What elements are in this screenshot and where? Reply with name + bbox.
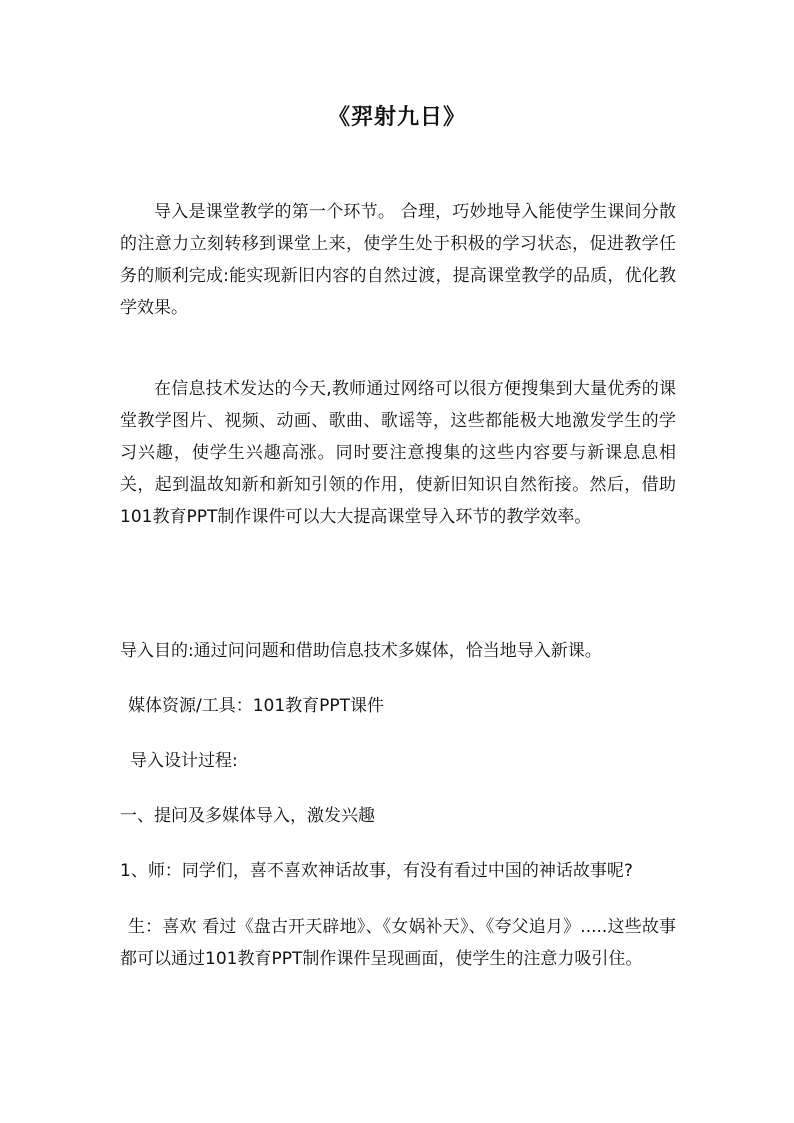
media-line: 媒体资源/工具：101教育PPT课件 xyxy=(128,696,385,716)
document-title: 《羿射九日》 xyxy=(327,105,466,130)
paragraph-intro: 导入是课堂教学的第一个环节。 合理，巧妙地导入能使学生课间分散的注意力立刻转移到课堂上来，使学生处于积极的学习状态，促进教学任务的顺利完成:能实现新旧内容的自然过渡，提高课堂教学的品质，优化教学效果。 xyxy=(120,202,676,318)
student-answer-block xyxy=(120,911,676,975)
purpose-line: 导入目的:通过问问题和借助信息技术多媒体，恰当地导入新课。 xyxy=(120,641,602,661)
section-heading-1: 一、提问及多媒体导入，激发兴趣 xyxy=(120,806,375,826)
design-process-heading: 导入设计过程: xyxy=(130,751,238,771)
paragraph-technology: 在信息技术发达的今天,教师通过网络可以很方便搜集到大量优秀的课堂教学图片、视频、动画、歌曲、歌谣等，这些都能极大地激发学生的学习兴趣，使学生兴趣高涨。同时要注意搜集的这些内容要与新课息息相关，起到温故知新和新知引领的作用，使新旧知识自然衔接。然后，借助101教育PPT制作课件可以大大提高课堂导入环节的教学效率。 xyxy=(120,379,676,527)
teacher-question-1: 1、师：同学们，喜不喜欢神话故事，有没有看过中国的神话故事呢? xyxy=(120,861,633,881)
student-answer: 生：喜欢 看过《盘古开天辟地》、《女娲补天》、《夸父追月》..... xyxy=(128,917,608,937)
student-answer-note: 这些故事都可以通过101教育PPT制作课件呈现画面，使学生的注意力吸引住。 xyxy=(120,917,677,969)
